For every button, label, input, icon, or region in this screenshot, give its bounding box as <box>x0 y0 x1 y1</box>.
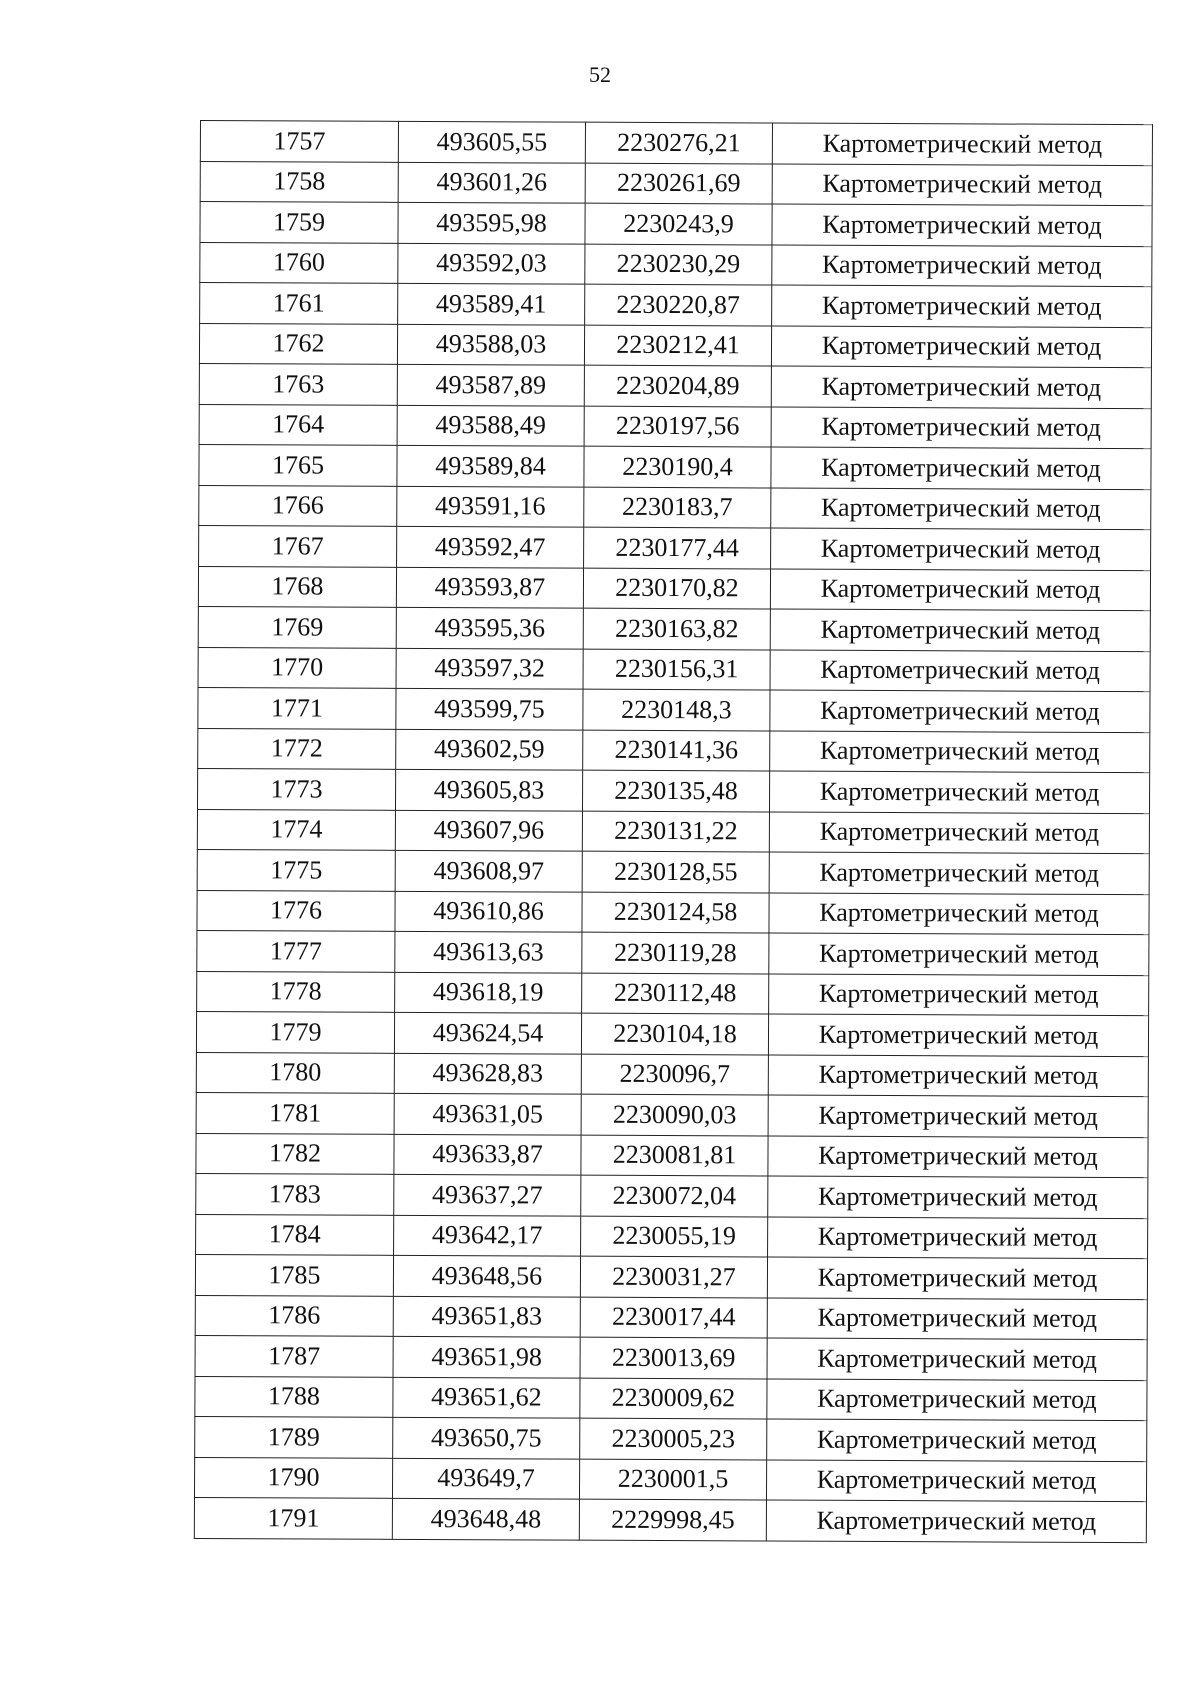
table-row <box>196 1011 1148 1056</box>
y-coordinate-cell: 2230013,69 <box>580 1337 767 1378</box>
y-coordinate-cell: 2230072,04 <box>581 1175 768 1216</box>
method-cell: Картометрический метод <box>769 771 1149 813</box>
y-coordinate-cell: 2230017,44 <box>580 1297 767 1338</box>
table-row <box>195 1416 1147 1461</box>
method-cell: Картометрический метод <box>768 1135 1148 1177</box>
point-number-cell: 1788 <box>195 1376 393 1417</box>
point-number-cell: 1764 <box>199 404 397 445</box>
point-number-cell: 1781 <box>196 1092 394 1133</box>
point-number-cell: 1777 <box>197 930 395 971</box>
method-cell: Картометрический метод <box>769 892 1149 934</box>
point-number-cell: 1766 <box>199 485 397 526</box>
table-row <box>200 242 1152 287</box>
x-coordinate-cell: 493592,03 <box>398 243 585 284</box>
y-coordinate-cell: 2230243,9 <box>585 203 772 244</box>
x-coordinate-cell: 493605,83 <box>395 769 582 810</box>
y-coordinate-cell: 2230197,56 <box>584 406 771 447</box>
point-number-cell: 1780 <box>196 1052 394 1093</box>
y-coordinate-cell: 2230005,23 <box>580 1418 767 1459</box>
y-coordinate-cell: 2230128,55 <box>582 851 769 892</box>
table-row <box>200 161 1152 206</box>
x-coordinate-cell: 493599,75 <box>396 688 583 729</box>
y-coordinate-cell: 2230183,7 <box>584 487 771 528</box>
method-cell: Картометрический метод <box>770 730 1150 772</box>
method-cell: Картометрический метод <box>769 852 1149 894</box>
table-row <box>194 1497 1146 1542</box>
point-number-cell: 1768 <box>198 566 396 607</box>
table-row <box>200 121 1152 166</box>
point-number-cell: 1783 <box>196 1173 394 1214</box>
table-row <box>197 890 1149 935</box>
method-cell: Картометрический метод <box>769 811 1149 853</box>
x-coordinate-cell: 493597,32 <box>396 648 583 689</box>
x-coordinate-cell: 493592,47 <box>397 526 584 567</box>
x-coordinate-cell: 493587,89 <box>397 364 584 405</box>
table-row <box>199 525 1151 570</box>
x-coordinate-cell: 493649,7 <box>392 1458 579 1499</box>
table-row <box>200 202 1152 247</box>
x-coordinate-cell: 493651,83 <box>393 1296 580 1337</box>
point-number-cell: 1776 <box>197 890 395 931</box>
table-row <box>200 283 1152 328</box>
x-coordinate-cell: 493648,56 <box>393 1255 580 1296</box>
y-coordinate-cell: 2230009,62 <box>580 1378 767 1419</box>
x-coordinate-cell: 493631,05 <box>394 1093 581 1134</box>
x-coordinate-cell: 493637,27 <box>394 1174 581 1215</box>
x-coordinate-cell: 493651,62 <box>393 1377 580 1418</box>
point-number-cell: 1778 <box>197 971 395 1012</box>
method-cell: Картометрический метод <box>768 1216 1148 1258</box>
y-coordinate-cell: 2230055,19 <box>581 1216 768 1257</box>
y-coordinate-cell: 2230119,28 <box>582 932 769 973</box>
table-row <box>198 606 1150 651</box>
point-number-cell: 1774 <box>197 809 395 850</box>
y-coordinate-cell: 2230261,69 <box>585 163 772 204</box>
method-cell: Картометрический метод <box>767 1419 1147 1461</box>
point-number-cell: 1789 <box>195 1416 393 1457</box>
point-number-cell: 1765 <box>199 444 397 485</box>
table-row <box>197 768 1149 813</box>
x-coordinate-cell: 493591,16 <box>397 486 584 527</box>
table-row <box>195 1335 1147 1380</box>
method-cell: Картометрический метод <box>766 1500 1146 1542</box>
method-cell: Картометрический метод <box>772 204 1152 246</box>
y-coordinate-cell: 2230212,41 <box>584 325 771 366</box>
y-coordinate-cell: 2230090,03 <box>581 1094 768 1135</box>
y-coordinate-cell: 2229998,45 <box>579 1499 766 1540</box>
point-number-cell: 1761 <box>200 283 398 324</box>
table-row <box>194 1457 1146 1502</box>
point-number-cell: 1773 <box>197 768 395 809</box>
point-number-cell: 1767 <box>199 525 397 566</box>
method-cell: Картометрический метод <box>771 528 1151 570</box>
table-row <box>197 849 1149 894</box>
method-cell: Картометрический метод <box>768 1176 1148 1218</box>
y-coordinate-cell: 2230031,27 <box>580 1256 767 1297</box>
x-coordinate-cell: 493642,17 <box>394 1215 581 1256</box>
x-coordinate-cell: 493589,84 <box>397 445 584 486</box>
method-cell: Картометрический метод <box>770 690 1150 732</box>
y-coordinate-cell: 2230177,44 <box>584 527 771 568</box>
y-coordinate-cell: 2230135,48 <box>582 770 769 811</box>
x-coordinate-cell: 493624,54 <box>394 1012 581 1053</box>
method-cell: Картометрический метод <box>772 163 1152 205</box>
point-number-cell: 1791 <box>194 1497 392 1538</box>
x-coordinate-cell: 493588,49 <box>397 405 584 446</box>
y-coordinate-cell: 2230276,21 <box>585 122 772 163</box>
x-coordinate-cell: 493601,26 <box>398 162 585 203</box>
point-number-cell: 1770 <box>198 647 396 688</box>
point-number-cell: 1772 <box>198 728 396 769</box>
method-cell: Картометрический метод <box>769 973 1149 1015</box>
point-number-cell: 1771 <box>198 687 396 728</box>
x-coordinate-cell: 493613,63 <box>395 931 582 972</box>
x-coordinate-cell: 493633,87 <box>394 1134 581 1175</box>
x-coordinate-cell: 493605,55 <box>398 121 585 162</box>
x-coordinate-cell: 493608,97 <box>395 850 582 891</box>
y-coordinate-cell: 2230112,48 <box>582 973 769 1014</box>
y-coordinate-cell: 2230148,3 <box>583 689 770 730</box>
y-coordinate-cell: 2230104,18 <box>581 1013 768 1054</box>
y-coordinate-cell: 2230096,7 <box>581 1054 768 1095</box>
table-row <box>198 728 1150 773</box>
method-cell: Картометрический метод <box>767 1338 1147 1380</box>
method-cell: Картометрический метод <box>768 1054 1148 1096</box>
point-number-cell: 1779 <box>196 1011 394 1052</box>
table-row <box>196 1214 1148 1259</box>
point-number-cell: 1775 <box>197 849 395 890</box>
table-row <box>199 485 1151 530</box>
table-row <box>199 363 1151 408</box>
y-coordinate-cell: 2230163,82 <box>583 608 770 649</box>
point-number-cell: 1759 <box>200 202 398 243</box>
point-number-cell: 1782 <box>196 1133 394 1174</box>
coordinates-table-body <box>194 121 1152 1543</box>
point-number-cell: 1790 <box>194 1457 392 1498</box>
method-cell: Картометрический метод <box>767 1297 1147 1339</box>
table-row <box>197 809 1149 854</box>
coordinates-table <box>194 120 1153 1543</box>
method-cell: Картометрический метод <box>772 285 1152 327</box>
point-number-cell: 1786 <box>195 1295 393 1336</box>
x-coordinate-cell: 493602,59 <box>396 729 583 770</box>
point-number-cell: 1757 <box>200 121 398 162</box>
table-row <box>196 1133 1148 1178</box>
x-coordinate-cell: 493628,83 <box>394 1053 581 1094</box>
method-cell: Картометрический метод <box>767 1378 1147 1420</box>
x-coordinate-cell: 493648,48 <box>392 1498 579 1539</box>
y-coordinate-cell: 2230131,22 <box>582 811 769 852</box>
x-coordinate-cell: 493589,41 <box>398 283 585 324</box>
method-cell: Картометрический метод <box>772 244 1152 286</box>
table-row <box>199 444 1151 489</box>
table-row <box>198 647 1150 692</box>
point-number-cell: 1758 <box>200 161 398 202</box>
y-coordinate-cell: 2230156,31 <box>583 649 770 690</box>
point-number-cell: 1763 <box>199 363 397 404</box>
y-coordinate-cell: 2230204,89 <box>584 365 771 406</box>
point-number-cell: 1787 <box>195 1335 393 1376</box>
table-row <box>198 566 1150 611</box>
method-cell: Картометрический метод <box>771 447 1151 489</box>
method-cell: Картометрический метод <box>771 366 1151 408</box>
x-coordinate-cell: 493607,96 <box>395 810 582 851</box>
table-row <box>195 1376 1147 1421</box>
method-cell: Картометрический метод <box>772 123 1152 165</box>
method-cell: Картометрический метод <box>769 933 1149 975</box>
point-number-cell: 1785 <box>195 1254 393 1295</box>
table-row <box>196 1173 1148 1218</box>
table-row <box>198 687 1150 732</box>
page-number: 52 <box>589 62 611 87</box>
x-coordinate-cell: 493650,75 <box>393 1417 580 1458</box>
table-row <box>195 1254 1147 1299</box>
y-coordinate-cell: 2230170,82 <box>583 568 770 609</box>
method-cell: Картометрический метод <box>766 1459 1146 1501</box>
method-cell: Картометрический метод <box>770 609 1150 651</box>
table-row <box>196 1092 1148 1137</box>
x-coordinate-cell: 493610,86 <box>395 891 582 932</box>
y-coordinate-cell: 2230081,81 <box>581 1135 768 1176</box>
y-coordinate-cell: 2230141,36 <box>583 730 770 771</box>
point-number-cell: 1784 <box>196 1214 394 1255</box>
table-row <box>197 971 1149 1016</box>
table-row <box>196 1052 1148 1097</box>
point-number-cell: 1769 <box>198 606 396 647</box>
method-cell: Картометрический метод <box>768 1014 1148 1056</box>
y-coordinate-cell: 2230001,5 <box>579 1459 766 1500</box>
x-coordinate-cell: 493588,03 <box>397 324 584 365</box>
y-coordinate-cell: 2230230,29 <box>585 244 772 285</box>
method-cell: Картометрический метод <box>771 487 1151 529</box>
table-row <box>195 1295 1147 1340</box>
method-cell: Картометрический метод <box>768 1095 1148 1137</box>
method-cell: Картометрический метод <box>767 1257 1147 1299</box>
method-cell: Картометрический метод <box>771 325 1151 367</box>
y-coordinate-cell: 2230190,4 <box>584 446 771 487</box>
y-coordinate-cell: 2230124,58 <box>582 892 769 933</box>
x-coordinate-cell: 493595,36 <box>396 607 583 648</box>
table-row <box>197 930 1149 975</box>
x-coordinate-cell: 493618,19 <box>395 972 582 1013</box>
method-cell: Картометрический метод <box>770 568 1150 610</box>
x-coordinate-cell: 493593,87 <box>396 567 583 608</box>
table-row <box>199 323 1151 368</box>
y-coordinate-cell: 2230220,87 <box>585 284 772 325</box>
x-coordinate-cell: 493595,98 <box>398 202 585 243</box>
method-cell: Картометрический метод <box>771 406 1151 448</box>
method-cell: Картометрический метод <box>770 649 1150 691</box>
x-coordinate-cell: 493651,98 <box>393 1336 580 1377</box>
table-row <box>199 404 1151 449</box>
point-number-cell: 1762 <box>199 323 397 364</box>
point-number-cell: 1760 <box>200 242 398 283</box>
